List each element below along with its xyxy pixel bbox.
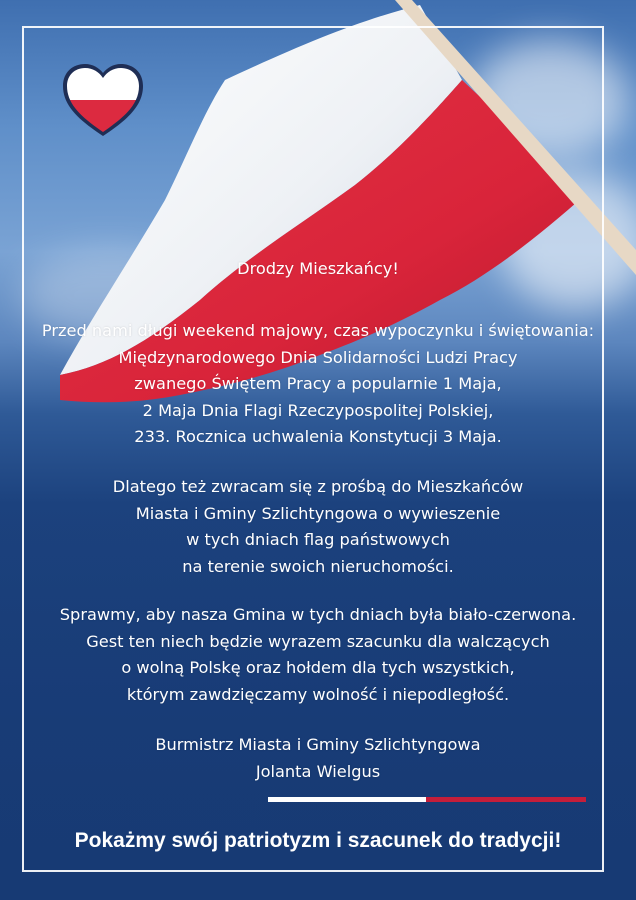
signature-title: Burmistrz Miasta i Gminy Szlichtyngowa [155,735,481,754]
text-line: 233. Rocznica uchwalenia Konstytucji 3 Maja. [134,427,502,447]
text-line: w tych dniach flag państwowych [186,530,450,550]
text-line: Międzynarodowego Dnia Solidarności Ludzi Pracy [118,347,518,367]
paragraph-request [24,474,612,580]
text-line: zwanego Świętem Pracy a popularnie 1 Maja, [134,374,502,394]
text-line: Gest ten niech będzie wyrazem szacunku dla walczących [86,631,550,651]
text-line: Miasta i Gminy Szlichtyngowa o wywieszenie [135,503,501,523]
paragraph-appeal [24,602,612,708]
heart-flag-icon [61,62,145,138]
divider-white [268,797,426,802]
text-line: 2 Maja Dnia Flagi Rzeczypospolitej Polskiej, [142,400,494,420]
text-line: którym zawdzięczamy wolność i niepodległość. [126,684,510,704]
text-line: na terenie swoich nieruchomości. [182,556,454,576]
text-line: o wolną Polskę oraz hołdem dla tych wszystkich, [121,658,515,678]
divider-red [426,797,586,802]
text-line: Sprawmy, aby nasza Gmina w tych dniach była biało-czerwona. [59,605,577,624]
paragraph-holidays [24,318,612,451]
signature [24,732,612,785]
greeting: Drodzy Mieszkańcy! [237,259,399,278]
text-line: Przed nami długi weekend majowy, czas wypoczynku i świętowania: [41,321,595,340]
slogan: Pokażmy swój patriotyzm i szacunek do tradycji! [74,829,562,852]
signature-name: Jolanta Wielgus [255,761,381,781]
text-line: Dlatego też zwracam się z prośbą do Mieszkańców [112,477,524,496]
